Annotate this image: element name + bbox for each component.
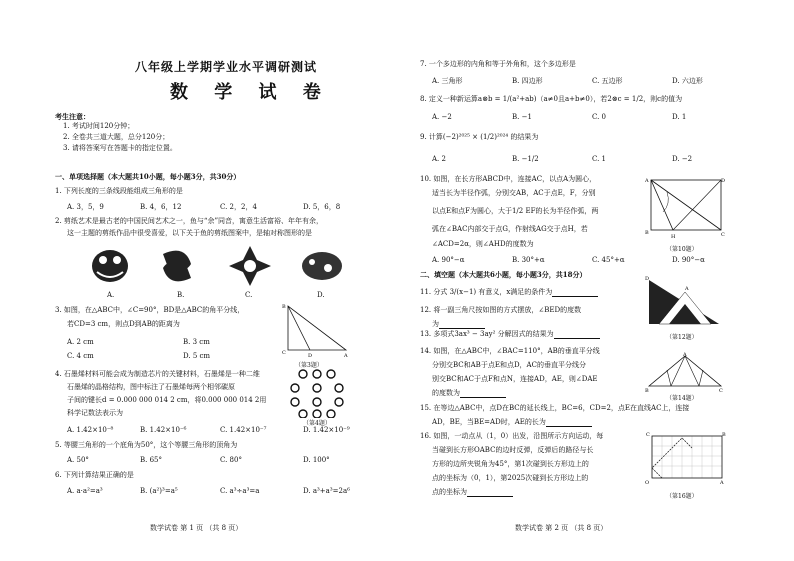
q8-option-b: B. −1 (512, 113, 532, 121)
svg-text:A: A (683, 352, 687, 358)
question-12-line-1: 12. 将一副三角尺按如图的方式摆放，∠BED的度数 (420, 306, 582, 314)
q8-option-a: A. −2 (432, 113, 452, 121)
q6-option-c: C. a³÷a³=a (220, 487, 260, 495)
svg-text:D: D (645, 276, 650, 282)
answer-blank (552, 289, 598, 297)
q7-option-d: D. 六边形 (672, 77, 703, 85)
q4-option-d: D. 1.42×10⁻⁹ (303, 426, 350, 434)
svg-text:A: A (344, 353, 348, 358)
page-2 (420, 0, 738, 561)
svg-text:B: B (722, 432, 726, 438)
figure-14-triangle (645, 352, 725, 392)
q3-option-d: D. 5 cm (183, 352, 211, 360)
notes-heading: 考生注意： (55, 112, 90, 121)
q8-option-d: D. 1 (672, 113, 687, 121)
answer-blank (460, 390, 506, 398)
question-4-line-3: 子间的键长d = 0.000 000 014 2 cm，将0.000 000 014 2用 (67, 396, 267, 404)
answer-blank (439, 321, 485, 329)
svg-text:A: A (645, 178, 649, 184)
q5-option-d: D. 100° (303, 456, 330, 464)
question-3-line-2: 若CD=3 cm，则点D到AB的距离为 (67, 320, 180, 328)
page-1 (55, 0, 375, 561)
q1-option-b: B. 4，6，12 (140, 203, 182, 211)
question-1: 1. 下列长度的三条线段能组成三角形的是 (55, 187, 183, 195)
q1-option-c: C. 2，2，4 (220, 203, 257, 211)
page-1-footer: 数学试卷 第 1 页 （共 8 页） (150, 524, 243, 532)
question-4-line-2: 石墨烯的晶格结构，图中标注了石墨烯每两个相邻碳原 (67, 383, 235, 391)
svg-text:A: A (685, 286, 689, 292)
svg-text:B: B (282, 304, 286, 310)
note-1: 1. 考试时间120分钟； (63, 122, 135, 130)
q6-option-a: A. a·a²=a³ (67, 487, 103, 495)
figure-10-caption: （第10题） (666, 246, 698, 253)
q2-option-c: C. (245, 291, 253, 299)
q6-option-d: D. a³+a³=2a⁶ (303, 487, 350, 495)
figure-14-caption: （第14题） (666, 395, 698, 402)
svg-text:B: B (645, 230, 649, 236)
figure-10-rectangle (645, 176, 725, 242)
q3-option-c: C. 4 cm (67, 352, 94, 360)
section-2-heading: 二、填空题（本大题共6小题，每小题3分，共18分） (420, 270, 587, 279)
papercut-image-b (155, 244, 199, 288)
question-15-line-2: AD，BE，当BE=AD时，AE的长为 (432, 418, 592, 427)
q4-option-b: B. 1.42×10⁻⁶ (140, 426, 187, 434)
question-13: 13. 多项式3ax³ − 3ay² 分解因式的结果为 (420, 330, 600, 339)
q2-option-d: D. (317, 291, 325, 299)
question-16-line-3: 方形的边所夹锐角为45°，第1次碰到长方形边上的 (432, 460, 589, 468)
q5-option-b: B. 65° (140, 456, 163, 464)
figure-16-caption: （第16题） (666, 493, 698, 500)
question-7: 7. 一个多边形的内角和等于外角和，这个多边形是 (420, 60, 576, 68)
q3-option-b: B. 3 cm (183, 338, 210, 346)
question-16-line-4: 点的坐标为（0，1），第2025次碰到长方形边上的 (432, 474, 589, 482)
question-2-line-1: 2. 剪纸艺术是最古老的中国民间艺术之一，鱼与“余”同音，寓意生活富裕、年年有余， (55, 217, 324, 225)
question-14-line-1: 14. 如图，在△ABC中，∠BAC=110°，AB的垂直平分线 (420, 347, 600, 355)
q2-option-b: B. (177, 291, 185, 299)
question-12-line-2: 为 (432, 320, 485, 329)
section-1-heading: 一、单项选择题（本大题共10小题，每小题3分，共30分） (55, 172, 241, 181)
exam-title: 八年级上学期学业水平调研测试 (135, 60, 318, 74)
question-10-line-2: 适当长为半径作弧，分别交AB，AC于点E，F，分别 (432, 189, 596, 197)
svg-text:C: C (719, 388, 723, 392)
question-8: 8. 定义一种新运算a⊗b = 1/(a²+ab)（a≠0且a+b≠0），若2⊗c = 1/2，则c的值为 (420, 95, 683, 103)
q6-option-b: B. (a²)³=a⁵ (140, 487, 178, 495)
note-3: 3. 请将答案写在答题卡的指定位置。 (63, 144, 177, 152)
question-10-line-4: 弧在∠BAC内部交于点G，作射线AG交于点H，若 (432, 225, 588, 233)
q7-option-b: B. 四边形 (512, 77, 543, 85)
q5-option-a: A. 50° (67, 456, 89, 464)
figure-3-caption: （第3题） (295, 362, 323, 369)
svg-text:H: H (671, 234, 676, 240)
papercut-image-d (298, 244, 346, 288)
question-16-line-2: 当碰到长方形OABC的边时反弹，反弹后的路径与长 (432, 446, 594, 454)
q7-option-c: C. 五边形 (592, 77, 623, 85)
figure-4-graphene-lattice (287, 368, 349, 418)
question-4-line-4: 科学记数法表示为 (67, 409, 123, 417)
q10-option-c: C. 45°+α (592, 256, 625, 264)
papercut-image-c (227, 244, 273, 288)
figure-12-caption: （第12题） (666, 334, 698, 341)
note-2: 2. 全卷共三道大题，总分120分； (63, 133, 170, 141)
q4-option-c: C. 1.42×10⁻⁷ (220, 426, 267, 434)
question-14-line-4: 的度数为 (432, 389, 506, 398)
question-4-line-1: 4. 石墨烯材料可能会成为制造芯片的关键材料，石墨烯是一种二维 (55, 370, 260, 378)
question-15-line-1: 15. 在等边△ABC中，点D在BC的延长线上，BC=6，CD=2，点E在直线AC上，连接 (420, 404, 690, 412)
svg-text:C: C (282, 350, 286, 356)
question-16-line-1: 16. 如图，一动点从（1，0）出发，沿图所示方向运动，每 (420, 432, 604, 440)
answer-blank (467, 489, 513, 497)
answer-blank (554, 331, 600, 339)
q10-option-d: D. 90°−α (672, 256, 705, 264)
q4-option-a: A. 1.42×10⁻⁸ (67, 426, 114, 434)
question-11: 11. 分式 3/(x−1) 有意义，x满足的条件为 (420, 288, 598, 297)
question-14-line-3: 别交BC和AC于点F和点N，连接AD，AE，则∠DAE (432, 375, 598, 383)
q1-option-d: D. 5，6，8 (303, 203, 341, 211)
figure-12-set-squares (645, 276, 725, 330)
figure-4-caption: （第4题） (303, 420, 331, 427)
q10-option-a: A. 90°−α (432, 256, 465, 264)
q5-option-c: C. 80° (220, 456, 242, 464)
figure-16-coordinate-grid (642, 426, 726, 488)
svg-text:C: C (721, 232, 725, 238)
q1-option-a: A. 3，5，9 (67, 203, 104, 211)
q8-option-c: C. 0 (592, 113, 607, 121)
q9-option-b: B. −1/2 (512, 155, 539, 163)
question-6: 6. 下列计算结果正确的是 (55, 471, 134, 479)
figure-3-triangle (280, 300, 350, 358)
page-2-footer: 数学试卷 第 2 页 （共 8 页） (515, 524, 608, 532)
question-10-line-1: 10. 如图，在长方形ABCD中，连接AC，以点A为圆心， (420, 175, 597, 183)
svg-text:D: D (308, 353, 313, 358)
svg-text:C: C (646, 432, 650, 438)
question-3-line-1: 3. 如图，在△ABC中，∠C=90°，BD是△ABC的角平分线， (55, 306, 245, 314)
q7-option-a: A. 三角形 (432, 77, 463, 85)
q9-option-a: A. 2 (432, 155, 446, 163)
papercut-image-a (85, 244, 135, 288)
answer-blank (546, 419, 592, 427)
question-10-line-3: 以点E和点F为圆心，大于1/2 EF的长为半径作弧，两 (432, 207, 599, 215)
svg-text:D: D (721, 178, 725, 184)
q3-option-a: A. 2 cm (67, 338, 94, 346)
q10-option-b: B. 30°+α (512, 256, 545, 264)
exam-subtitle: 数 学 试 卷 (170, 82, 331, 103)
question-16-line-5: 点的坐标为 (432, 488, 513, 497)
q2-option-a: A. (107, 291, 115, 299)
question-14-line-2: 分别交BC和AB于点E和点D，AC的垂直平分线分 (432, 361, 586, 369)
svg-text:A: A (720, 480, 724, 486)
q9-option-d: D. −2 (672, 155, 693, 163)
svg-text:O: O (645, 480, 650, 486)
question-5: 5. 等腰三角形的一个底角为50°，这个等腰三角形的顶角为 (55, 441, 238, 449)
svg-text:B: B (645, 388, 649, 392)
question-10-line-5: ∠ACD=2α，则∠AHD的度数为 (432, 240, 534, 248)
q9-option-c: C. 1 (592, 155, 607, 163)
question-2-line-2: 这一主题的剪纸作品中很受喜爱，以下关于鱼的剪纸图案中，是轴对称图形的是 (67, 229, 312, 237)
question-9: 9. 计算(−2)²⁰²⁵ × (1/2)²⁰²⁴ 的结果为 (420, 133, 539, 141)
